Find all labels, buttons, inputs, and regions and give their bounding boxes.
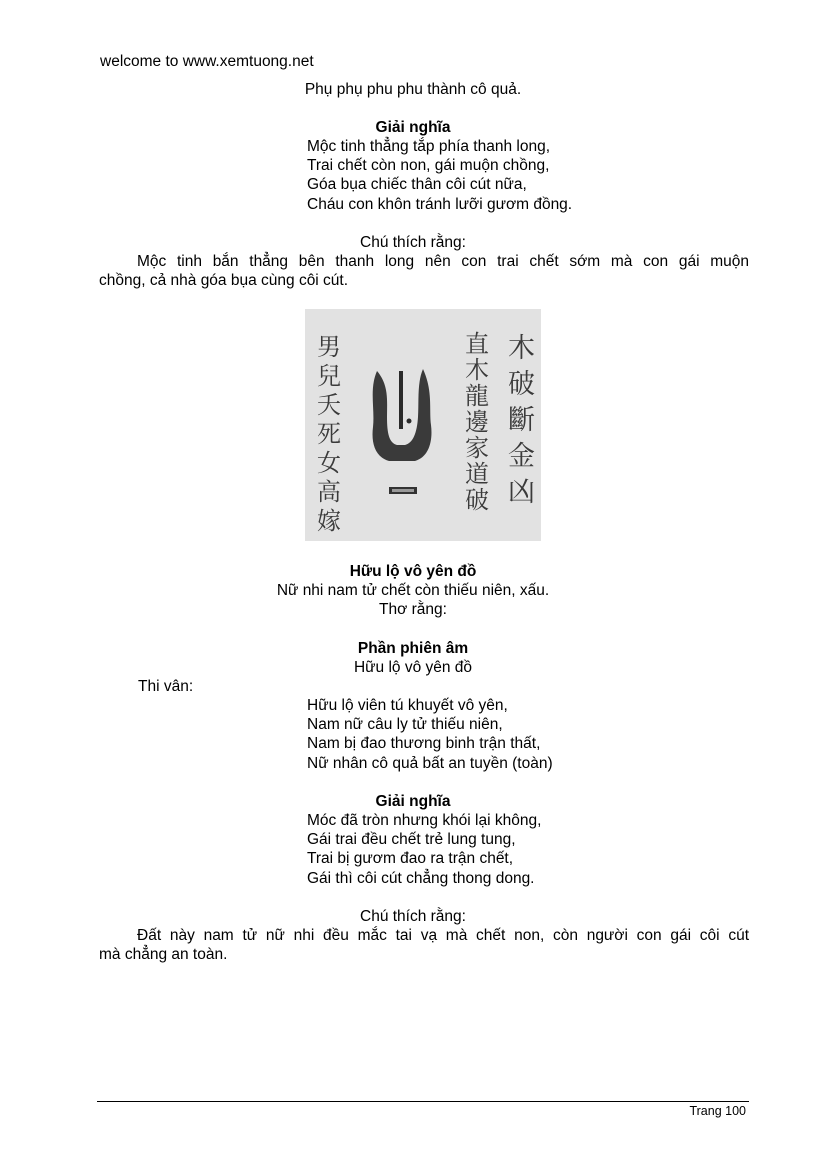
note-paragraph-1	[99, 252, 749, 290]
phonetic-line: Hữu lộ viên tú khuyết vô yên,	[307, 697, 508, 714]
poem-last-line: Phụ phụ phu phu thành cô quả.	[304, 81, 522, 98]
explain-line: Gái trai đều chết trẻ lung tung,	[307, 831, 516, 848]
note-paragraph-2	[99, 926, 749, 964]
site-header: welcome to www.xemtuong.net	[100, 53, 314, 70]
phonetic-heading: Phần phiên âm	[357, 640, 469, 657]
phonetic-line: Nam bị đao thương binh trận thất,	[307, 735, 541, 752]
figure-left-column: 男兒夭死女高嫁	[317, 333, 341, 535]
section-title: Hữu lộ vô yên đồ	[349, 563, 477, 580]
footer-divider	[97, 1101, 749, 1102]
note-line: chồng, cả nhà góa bụa cùng côi cút.	[99, 272, 349, 289]
explain-line: Trai bị gươm đao ra trận chết,	[307, 850, 514, 867]
section-subtitle: Nữ nhi nam tử chết còn thiếu niên, xấu.	[276, 582, 550, 599]
explain-line: Cháu con khôn tránh lưỡi gươm đồng.	[307, 196, 573, 213]
note-heading-1: Chú thích rằng:	[360, 234, 466, 251]
explain-heading-1: Giải nghĩa	[375, 119, 451, 136]
thi-van-label: Thi vân:	[138, 678, 194, 695]
explain-heading-2: Giải nghĩa	[375, 793, 451, 810]
explain-line: Gái thì côi cút chẳng thong dong.	[307, 870, 535, 887]
feng-shui-figure	[305, 309, 541, 541]
phonetic-title: Hữu lộ vô yên đồ	[353, 659, 473, 676]
phonetic-line: Nữ nhân cô quả bất an tuyền (toàn)	[307, 755, 553, 772]
note-line: Đất này nam tử nữ nhi đều mắc tai vạ mà chết non, còn người con gái côi cút	[137, 927, 749, 944]
figure-right-column: 木破斷金凶	[508, 333, 535, 508]
page-number: Trang 100	[689, 1104, 746, 1118]
figure-middle-column: 直木龍邊家道破	[465, 330, 489, 514]
note-line: Mộc tinh bắn thẳng bên thanh long nên con trai chết sớm mà con gái muộn	[137, 253, 749, 270]
explain-line: Góa bụa chiếc thân côi cút nữa,	[307, 176, 527, 193]
explain-line: Mộc tinh thẳng tắp phía thanh long,	[307, 138, 551, 155]
explain-line: Móc đã tròn nhưng khói lại không,	[307, 812, 542, 829]
note-line: mà chẳng an toàn.	[99, 946, 228, 963]
explain-line: Trai chết còn non, gái muộn chồng,	[307, 157, 550, 174]
phonetic-line: Nam nữ câu ly tử thiếu niên,	[307, 716, 503, 733]
poem-intro: Thơ rằng:	[379, 601, 447, 618]
note-heading-2: Chú thích rằng:	[360, 908, 466, 925]
